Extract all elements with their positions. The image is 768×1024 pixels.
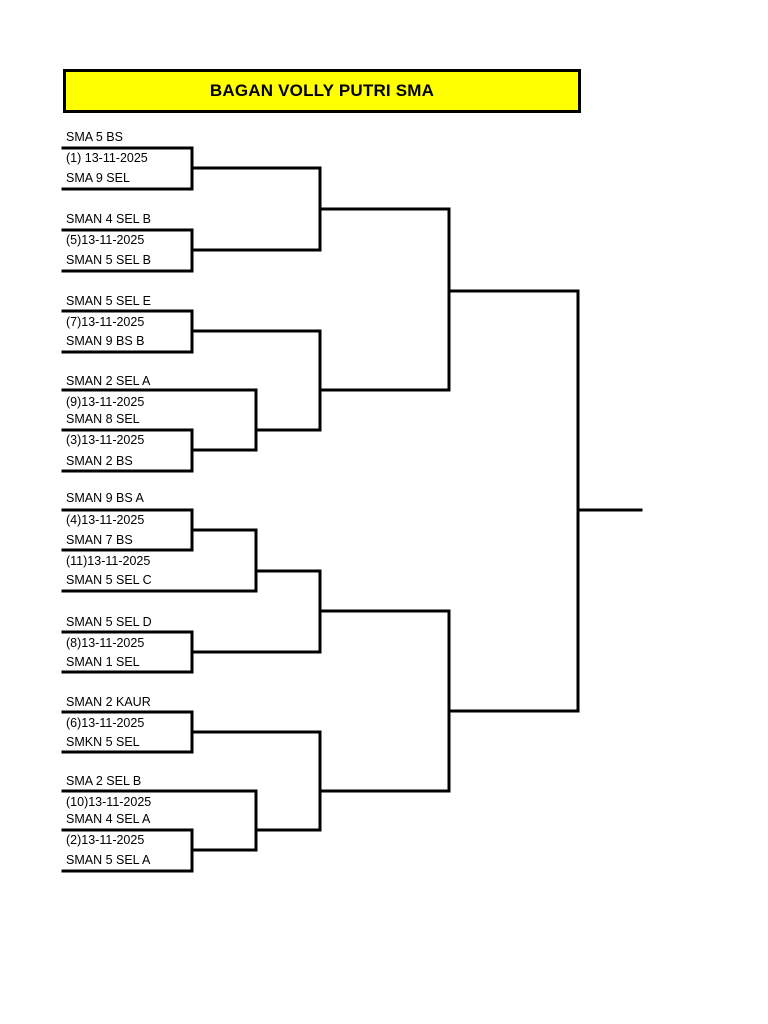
match-label: (9)13-11-2025 bbox=[66, 395, 145, 409]
team-label: SMA 2 SEL B bbox=[66, 774, 142, 788]
team-label: SMAN 4 SEL A bbox=[66, 812, 151, 826]
team-label: SMAN 5 SEL C bbox=[66, 573, 152, 587]
team-label: SMA 5 BS bbox=[66, 130, 123, 144]
team-label: SMAN 9 BS A bbox=[66, 491, 144, 505]
match-label: (4)13-11-2025 bbox=[66, 513, 145, 527]
team-label: SMAN 4 SEL B bbox=[66, 212, 151, 226]
match-label: (10)13-11-2025 bbox=[66, 795, 152, 809]
match-label: (8)13-11-2025 bbox=[66, 636, 145, 650]
match-label: (7)13-11-2025 bbox=[66, 315, 145, 329]
team-label: SMAN 2 KAUR bbox=[66, 695, 151, 709]
team-label: SMAN 9 BS B bbox=[66, 334, 145, 348]
team-label: SMAN 7 BS bbox=[66, 533, 133, 547]
team-label: SMAN 1 SEL bbox=[66, 655, 140, 669]
match-label: (2)13-11-2025 bbox=[66, 833, 145, 847]
team-label: SMAN 5 SEL D bbox=[66, 615, 152, 629]
team-label: SMAN 5 SEL A bbox=[66, 853, 151, 867]
match-label: (1) 13-11-2025 bbox=[66, 151, 148, 165]
team-label: SMAN 2 BS bbox=[66, 454, 133, 468]
page-title: BAGAN VOLLY PUTRI SMA bbox=[209, 81, 435, 100]
team-label: SMAN 5 SEL B bbox=[66, 253, 151, 267]
team-label: SMAN 2 SEL A bbox=[66, 374, 151, 388]
team-label: SMAN 5 SEL E bbox=[66, 294, 151, 308]
team-label: SMA 9 SEL bbox=[66, 171, 130, 185]
match-label: (11)13-11-2025 bbox=[66, 554, 151, 568]
match-label: (3)13-11-2025 bbox=[66, 433, 145, 447]
team-label: SMKN 5 SEL bbox=[66, 735, 140, 749]
match-label: (6)13-11-2025 bbox=[66, 716, 145, 730]
team-label: SMAN 8 SEL bbox=[66, 412, 140, 426]
match-label: (5)13-11-2025 bbox=[66, 233, 145, 247]
